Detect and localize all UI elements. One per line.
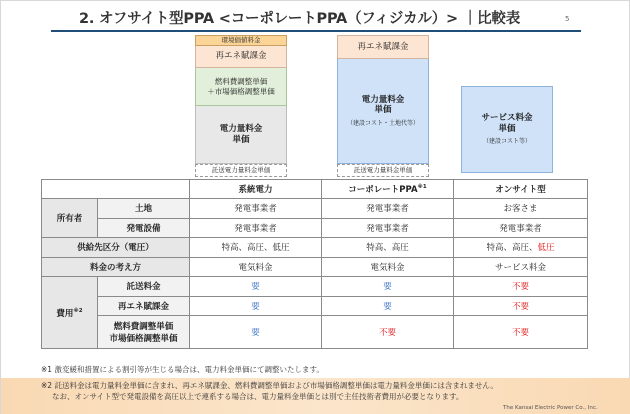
consignment-label: 託送電力量料金単価 xyxy=(211,166,271,175)
service-charge-note: （建設コスト等） xyxy=(482,138,531,146)
row-label-equipment: 発電設備 xyxy=(98,218,190,238)
note-mark-1: ※1 xyxy=(417,184,427,191)
table-cell: 特高、高圧 xyxy=(322,238,454,258)
market-adjust-row-label: 市場価格調整単価 xyxy=(109,334,178,344)
onsite-bar xyxy=(461,86,553,173)
row-label-pricing: 料金の考え方 xyxy=(42,257,190,277)
table-cell: 電気料金 xyxy=(190,257,322,277)
table-row xyxy=(42,238,588,258)
table-cell: サービス料金 xyxy=(454,257,588,277)
row-label-consignment: 託送料金 xyxy=(98,277,190,297)
table-row xyxy=(42,257,588,277)
company-name: The Kansai Electric Power Co., Inc. xyxy=(503,405,598,411)
row-label-owner: 所有者 xyxy=(42,199,98,238)
fuel-adjust-row-label: 燃料費調整単価 xyxy=(113,322,174,332)
energy-charge-segment xyxy=(337,59,429,164)
table-header-row xyxy=(42,180,588,199)
table-cell: 発電事業者 xyxy=(190,218,322,238)
table-cell: 要 xyxy=(322,296,454,316)
service-charge-segment xyxy=(461,86,553,173)
title-underline xyxy=(51,30,581,32)
table-cell: 要 xyxy=(322,277,454,297)
consignment-label: 託送電力量料金単価 xyxy=(353,166,413,175)
table-cell: お客さま xyxy=(454,199,588,219)
renewable-levy-label: 再エネ賦課金 xyxy=(357,41,409,52)
note-mark-2: ※2 xyxy=(73,307,83,314)
table-row xyxy=(42,316,588,349)
page-title: 2. オフサイト型PPA <コーポレートPPA（フィジカル）> ｜比較表 xyxy=(79,11,521,27)
col-header-onsite: オンサイト型 xyxy=(454,180,588,199)
table-cell: 不要 xyxy=(454,316,588,349)
renewable-levy-segment xyxy=(195,46,287,68)
energy-charge-label: 電力量料金 xyxy=(361,94,405,105)
fuel-adjust-segment xyxy=(195,68,287,106)
table-cell: 電気料金 xyxy=(322,257,454,277)
table-cell: 特高、高圧、低圧 xyxy=(190,238,322,258)
table-row xyxy=(42,218,588,238)
table-cell: 発電事業者 xyxy=(190,199,322,219)
table-row xyxy=(42,199,588,219)
table-cell: 不要 xyxy=(454,277,588,297)
fuel-adjust-label: 燃料費調整単価 xyxy=(214,77,268,87)
grid-power-bar xyxy=(195,35,287,177)
consignment-segment xyxy=(195,164,287,177)
table-row xyxy=(42,277,588,297)
env-value-segment xyxy=(195,35,287,46)
service-charge-unit-label: 単価 xyxy=(498,123,516,134)
table-corner xyxy=(42,180,190,199)
energy-charge-note: （建設コスト・土地代等） xyxy=(346,119,419,127)
table-cell: 要 xyxy=(190,296,322,316)
renewable-levy-label: 再エネ賦課金 xyxy=(215,51,267,62)
env-value-label: 環境価値料金 xyxy=(221,36,261,45)
table-cell: 要 xyxy=(190,316,322,349)
supply-onsite-low-voltage: 低圧 xyxy=(537,243,555,254)
row-label-cost xyxy=(42,277,98,349)
table-cell: 要 xyxy=(190,277,322,297)
consignment-segment xyxy=(337,164,429,177)
col-header-ppa xyxy=(322,180,454,199)
corporate-ppa-bar xyxy=(337,35,429,177)
footnote-2-line-2: なお、オンサイト型で発電設備を高圧以上で連系する場合は、電力量料金単価とは別で主任技術者費用が必要となります。 xyxy=(52,391,464,401)
page-number: 5 xyxy=(565,15,570,23)
comparison-table xyxy=(41,179,588,349)
table-row xyxy=(42,296,588,316)
service-charge-label: サービス料金 xyxy=(481,113,533,124)
market-adjust-label: ＋市場価格調整単価 xyxy=(207,86,275,96)
supply-onsite-part: 特高、高圧、 xyxy=(486,243,538,254)
col-header-grid: 系統電力 xyxy=(190,180,322,199)
row-label-supply: 供給先区分（電圧） xyxy=(42,238,190,258)
table-cell: 発電事業者 xyxy=(322,218,454,238)
col-header-ppa-label: コーポレートPPA xyxy=(348,185,418,195)
energy-charge-unit-label: 単価 xyxy=(374,105,392,116)
footnote-2 xyxy=(41,381,498,402)
renewable-levy-segment xyxy=(337,35,429,59)
table-cell: 発電事業者 xyxy=(322,199,454,219)
energy-charge-segment xyxy=(195,106,287,164)
table-cell: 発電事業者 xyxy=(454,218,588,238)
row-label-fuel-adjust xyxy=(98,316,190,349)
cost-label: 費用 xyxy=(56,308,74,319)
table-cell: 不要 xyxy=(454,296,588,316)
row-label-land: 土地 xyxy=(98,199,190,219)
footnote-2-line-1: ※2 託送料金は電力量料金単価に含まれ、再エネ賦課金、燃料費調整単価および市場価格調整単価は電力量料金単価には含まれません。 xyxy=(41,381,498,390)
energy-charge-label: 電力量料金 xyxy=(219,123,263,134)
energy-charge-unit-label: 単価 xyxy=(232,134,250,145)
table-cell: 不要 xyxy=(322,316,454,349)
row-label-renewable-levy: 再エネ賦課金 xyxy=(98,296,190,316)
footnote-1: ※1 激変緩和措置による割引等が生じる場合は、電力料金単価にて調整いたします。 xyxy=(41,365,324,374)
table-cell xyxy=(454,238,588,258)
